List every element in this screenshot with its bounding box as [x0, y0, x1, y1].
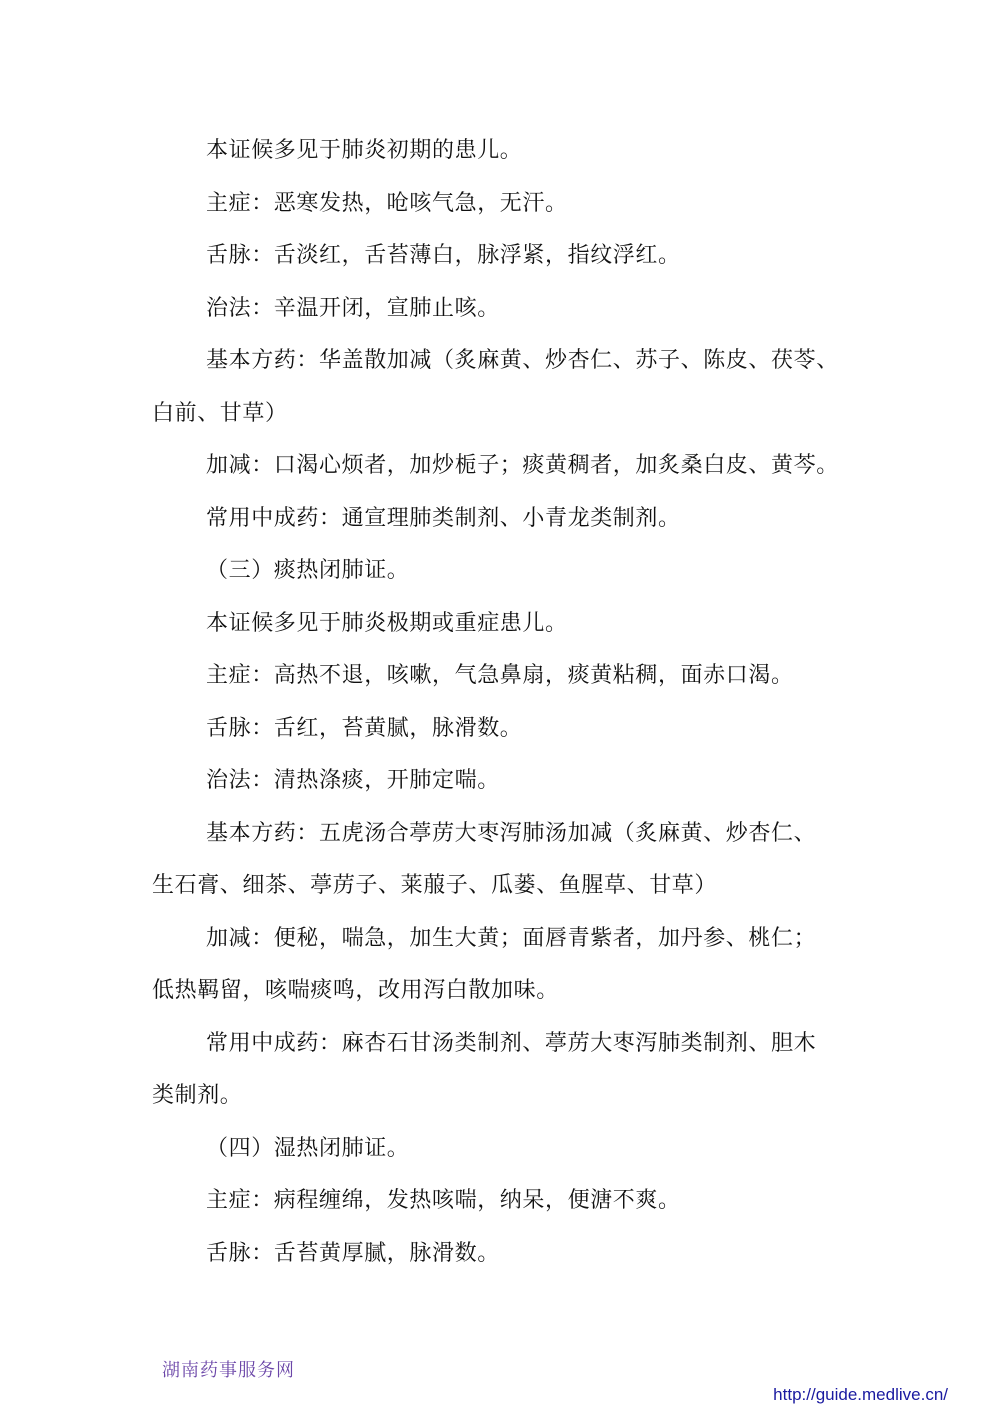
paragraph-main-symptom-1: 主症：恶寒发热，呛咳气急，无汗。: [206, 190, 568, 216]
paragraph-prescription-3: 基本方药：五虎汤合葶苈大枣泻肺汤加减（炙麻黄、炒杏仁、: [206, 820, 817, 846]
document-body: [152, 125, 862, 1280]
paragraph-prescription-1-cont: 白前、甘草）: [152, 400, 288, 426]
paragraph-modification-1: 加减：口渴心烦者，加炒栀子；痰黄稠者，加炙桑白皮、黄芩。: [206, 453, 839, 478]
paragraph-treatment-3: 治法：清热涤痰，开肺定喘。: [206, 768, 500, 793]
section-heading-4: （四）湿热闭肺证。: [206, 1135, 410, 1161]
paragraph-main-symptom-3: 主症：高热不退，咳嗽，气急鼻扇，痰黄粘稠，面赤口渴。: [206, 663, 794, 688]
paragraph-tongue-pulse-3: 舌脉：舌红，苔黄腻，脉滑数。: [206, 715, 523, 741]
paragraph-intro-1: 本证候多见于肺炎初期的患儿。: [206, 138, 523, 163]
paragraph-prescription-3-cont: 生石膏、细茶、葶苈子、莱菔子、瓜蒌、鱼腥草、甘草）: [152, 873, 718, 898]
section-heading-3: （三）痰热闭肺证。: [206, 558, 410, 583]
paragraph-intro-3: 本证候多见于肺炎极期或重症患儿。: [206, 610, 568, 636]
paragraph-modification-3: 加减：便秘，喘急，加生大黄；面唇青紫者，加丹参、桃仁；: [206, 925, 817, 951]
paragraph-tongue-pulse-1: 舌脉：舌淡红，舌苔薄白，脉浮紧，指纹浮红。: [206, 243, 681, 268]
paragraph-main-symptom-4: 主症：病程缠绵，发热咳喘，纳呆，便溏不爽。: [206, 1188, 681, 1213]
paragraph-patent-medicine-3-cont: 类制剂。: [152, 1083, 243, 1108]
footer-url-link[interactable]: http://guide.medlive.cn/: [773, 1385, 948, 1404]
paragraph-tongue-pulse-4: 舌脉：舌苔黄厚腻，脉滑数。: [206, 1240, 500, 1266]
paragraph-modification-3-cont: 低热羁留，咳喘痰鸣，改用泻白散加味。: [152, 978, 559, 1003]
paragraph-patent-medicine-1: 常用中成药：通宣理肺类制剂、小青龙类制剂。: [206, 505, 681, 531]
paragraph-patent-medicine-3: 常用中成药：麻杏石甘汤类制剂、葶苈大枣泻肺类制剂、胆木: [206, 1030, 817, 1056]
footer-site-name: 湖南药事服务网: [162, 1360, 295, 1381]
paragraph-prescription-1: 基本方药：华盖散加减（炙麻黄、炒杏仁、苏子、陈皮、茯苓、: [206, 348, 839, 373]
paragraph-treatment-1: 治法：辛温开闭，宣肺止咳。: [206, 295, 500, 321]
